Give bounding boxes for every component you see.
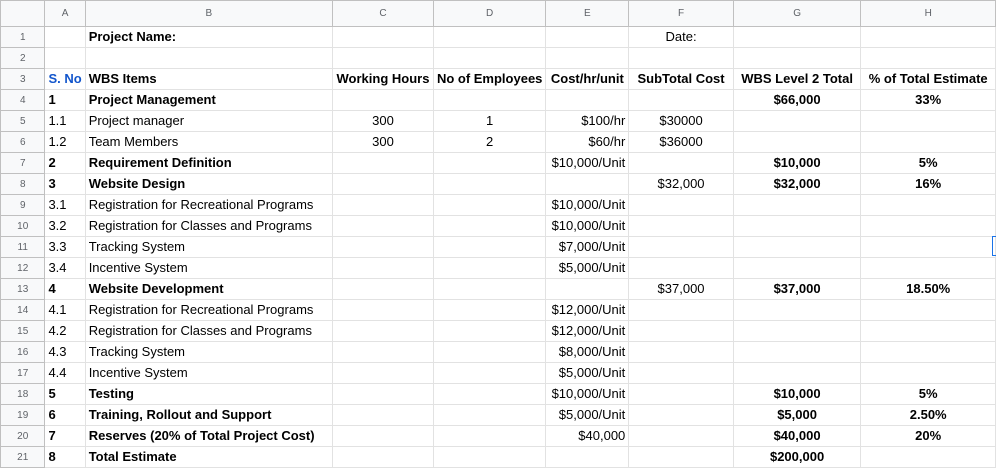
cell-a15[interactable]: 4.2 xyxy=(45,321,85,342)
cell-h17[interactable] xyxy=(861,363,996,384)
cell-a17[interactable]: 4.4 xyxy=(45,363,85,384)
cell-f21[interactable] xyxy=(629,447,734,468)
cell-b11[interactable]: Tracking System xyxy=(85,237,332,258)
cell-a13[interactable]: 4 xyxy=(45,279,85,300)
cell-h19[interactable]: 2.50% xyxy=(861,405,996,426)
cell-d7[interactable] xyxy=(433,153,545,174)
cell-f19[interactable] xyxy=(629,405,734,426)
sheet-row xyxy=(1,48,996,69)
cell-h21[interactable] xyxy=(861,447,996,468)
cell-a16[interactable]: 4.3 xyxy=(45,342,85,363)
cell-a3[interactable]: S. No xyxy=(45,69,85,90)
select-all-corner[interactable] xyxy=(1,1,45,27)
cell-a2[interactable] xyxy=(45,48,85,69)
row-header[interactable]: 4 xyxy=(1,90,45,111)
cell-g4[interactable]: $66,000 xyxy=(733,90,861,111)
cell-g11[interactable] xyxy=(733,237,861,258)
row-header[interactable]: 2 xyxy=(1,48,45,69)
sheet-row xyxy=(1,258,996,279)
cell-d13[interactable] xyxy=(433,279,545,300)
row-header[interactable]: 16 xyxy=(1,342,45,363)
cell-b8[interactable]: Website Design xyxy=(85,174,332,195)
sheet-row xyxy=(1,132,996,153)
cell-f10[interactable] xyxy=(629,216,734,237)
row-header[interactable]: 3 xyxy=(1,69,45,90)
cell-f20[interactable] xyxy=(629,426,734,447)
cell-h8[interactable]: 16% xyxy=(861,174,996,195)
cell-g15[interactable] xyxy=(733,321,861,342)
cell-b18[interactable]: Testing xyxy=(85,384,332,405)
row-header[interactable]: 15 xyxy=(1,321,45,342)
cell-h2[interactable] xyxy=(861,48,996,69)
cell-a8[interactable]: 3 xyxy=(45,174,85,195)
cell-b5[interactable]: Project manager xyxy=(85,111,332,132)
cell-d20[interactable] xyxy=(433,426,545,447)
cell-d17[interactable] xyxy=(433,363,545,384)
cell-a5[interactable]: 1.1 xyxy=(45,111,85,132)
sheet-row xyxy=(1,279,996,300)
sheet-row xyxy=(1,321,996,342)
sheet-row xyxy=(1,363,996,384)
cell-g16[interactable] xyxy=(733,342,861,363)
cell-e14[interactable]: $12,000/Unit xyxy=(546,300,629,321)
cell-c3[interactable]: Working Hours xyxy=(333,69,434,90)
cell-c20[interactable] xyxy=(333,426,434,447)
cell-b1[interactable]: Project Name: xyxy=(85,27,332,48)
cell-h13[interactable]: 18.50% xyxy=(861,279,996,300)
column-header-e[interactable]: E xyxy=(546,1,629,27)
sheet-row xyxy=(1,27,996,48)
cell-d14[interactable] xyxy=(433,300,545,321)
cell-a19[interactable]: 6 xyxy=(45,405,85,426)
cell-g13[interactable]: $37,000 xyxy=(733,279,861,300)
cell-f13[interactable]: $37,000 xyxy=(629,279,734,300)
sheet-row xyxy=(1,300,996,321)
cell-g21[interactable]: $200,000 xyxy=(733,447,861,468)
cell-d10[interactable] xyxy=(433,216,545,237)
cell-g2[interactable] xyxy=(733,48,861,69)
cell-b6[interactable]: Team Members xyxy=(85,132,332,153)
cell-h14[interactable] xyxy=(861,300,996,321)
cell-b4[interactable]: Project Management xyxy=(85,90,332,111)
cell-g14[interactable] xyxy=(733,300,861,321)
cell-d19[interactable] xyxy=(433,405,545,426)
row-header[interactable]: 7 xyxy=(1,153,45,174)
cell-b20[interactable]: Reserves (20% of Total Project Cost) xyxy=(85,426,332,447)
cell-c14[interactable] xyxy=(333,300,434,321)
sheet-row xyxy=(1,447,996,468)
row-header[interactable]: 18 xyxy=(1,384,45,405)
cell-d5[interactable]: 1 xyxy=(433,111,545,132)
row-header[interactable]: 6 xyxy=(1,132,45,153)
cell-h6[interactable] xyxy=(861,132,996,153)
cell-h15[interactable] xyxy=(861,321,996,342)
cell-c21[interactable] xyxy=(333,447,434,468)
cell-h1[interactable] xyxy=(861,27,996,48)
cell-a4[interactable]: 1 xyxy=(45,90,85,111)
cell-f4[interactable] xyxy=(629,90,734,111)
cell-c9[interactable] xyxy=(333,195,434,216)
cell-g5[interactable] xyxy=(733,111,861,132)
cell-h5[interactable] xyxy=(861,111,996,132)
cell-e15[interactable]: $12,000/Unit xyxy=(546,321,629,342)
cell-c18[interactable] xyxy=(333,384,434,405)
sheet-row xyxy=(1,426,996,447)
cell-f7[interactable] xyxy=(629,153,734,174)
row-header[interactable]: 14 xyxy=(1,300,45,321)
cell-a9[interactable]: 3.1 xyxy=(45,195,85,216)
cell-e8[interactable] xyxy=(546,174,629,195)
cell-c4[interactable] xyxy=(333,90,434,111)
cell-c17[interactable] xyxy=(333,363,434,384)
cell-c11[interactable] xyxy=(333,237,434,258)
cell-d1[interactable] xyxy=(433,27,545,48)
cell-e4[interactable] xyxy=(546,90,629,111)
cell-e3[interactable]: Cost/hr/unit xyxy=(546,69,629,90)
cell-b7[interactable]: Requirement Definition xyxy=(85,153,332,174)
cell-f11[interactable] xyxy=(629,237,734,258)
cell-g3[interactable]: WBS Level 2 Total xyxy=(733,69,861,90)
cell-h16[interactable] xyxy=(861,342,996,363)
cell-f1[interactable]: Date: xyxy=(629,27,734,48)
cell-g12[interactable] xyxy=(733,258,861,279)
cell-h20[interactable]: 20% xyxy=(861,426,996,447)
row-header[interactable]: 13 xyxy=(1,279,45,300)
cell-e10[interactable]: $10,000/Unit xyxy=(546,216,629,237)
cell-d11[interactable] xyxy=(433,237,545,258)
cell-f17[interactable] xyxy=(629,363,734,384)
cell-h10[interactable] xyxy=(861,216,996,237)
sheet-row xyxy=(1,237,996,258)
column-header-c[interactable]: C xyxy=(333,1,434,27)
selected-cell-indicator xyxy=(992,236,996,256)
cell-d16[interactable] xyxy=(433,342,545,363)
cell-d8[interactable] xyxy=(433,174,545,195)
cell-a21[interactable]: 8 xyxy=(45,447,85,468)
cell-d6[interactable]: 2 xyxy=(433,132,545,153)
cell-f16[interactable] xyxy=(629,342,734,363)
column-header-h[interactable]: H xyxy=(861,1,996,27)
cell-h7[interactable]: 5% xyxy=(861,153,996,174)
cell-f2[interactable] xyxy=(629,48,734,69)
cell-h18[interactable]: 5% xyxy=(861,384,996,405)
cell-g18[interactable]: $10,000 xyxy=(733,384,861,405)
cell-e9[interactable]: $10,000/Unit xyxy=(546,195,629,216)
row-header[interactable]: 10 xyxy=(1,216,45,237)
row-header[interactable]: 17 xyxy=(1,363,45,384)
cell-e13[interactable] xyxy=(546,279,629,300)
cell-d15[interactable] xyxy=(433,321,545,342)
cell-d21[interactable] xyxy=(433,447,545,468)
cell-e12[interactable]: $5,000/Unit xyxy=(546,258,629,279)
sheet-row xyxy=(1,342,996,363)
sheet-row xyxy=(1,216,996,237)
column-header-a[interactable]: A xyxy=(45,1,85,27)
cell-g7[interactable]: $10,000 xyxy=(733,153,861,174)
cell-f18[interactable] xyxy=(629,384,734,405)
row-header[interactable]: 1 xyxy=(1,27,45,48)
row-header[interactable]: 5 xyxy=(1,111,45,132)
sheet-row xyxy=(1,153,996,174)
cell-a20[interactable]: 7 xyxy=(45,426,85,447)
cell-f12[interactable] xyxy=(629,258,734,279)
cell-g6[interactable] xyxy=(733,132,861,153)
cell-c2[interactable] xyxy=(333,48,434,69)
cell-b16[interactable]: Tracking System xyxy=(85,342,332,363)
cell-d18[interactable] xyxy=(433,384,545,405)
cell-a12[interactable]: 3.4 xyxy=(45,258,85,279)
cell-a6[interactable]: 1.2 xyxy=(45,132,85,153)
row-header[interactable]: 8 xyxy=(1,174,45,195)
cell-g10[interactable] xyxy=(733,216,861,237)
cell-d4[interactable] xyxy=(433,90,545,111)
cell-c19[interactable] xyxy=(333,405,434,426)
column-header-b[interactable]: B xyxy=(85,1,332,27)
cell-d3[interactable]: No of Employees xyxy=(433,69,545,90)
cell-d2[interactable] xyxy=(433,48,545,69)
cell-h4[interactable]: 33% xyxy=(861,90,996,111)
cell-c7[interactable] xyxy=(333,153,434,174)
cell-e20[interactable]: $40,000 xyxy=(546,426,629,447)
column-header-row xyxy=(1,1,996,27)
cell-c13[interactable] xyxy=(333,279,434,300)
cell-g8[interactable]: $32,000 xyxy=(733,174,861,195)
cell-g9[interactable] xyxy=(733,195,861,216)
cell-e11[interactable]: $7,000/Unit xyxy=(546,237,629,258)
sheet-row xyxy=(1,195,996,216)
cell-f14[interactable] xyxy=(629,300,734,321)
cell-c1[interactable] xyxy=(333,27,434,48)
cell-c12[interactable] xyxy=(333,258,434,279)
column-header-d[interactable]: D xyxy=(433,1,545,27)
row-header[interactable]: 20 xyxy=(1,426,45,447)
cell-a7[interactable]: 2 xyxy=(45,153,85,174)
cell-c16[interactable] xyxy=(333,342,434,363)
cell-a18[interactable]: 5 xyxy=(45,384,85,405)
cell-b9[interactable]: Registration for Recreational Programs xyxy=(85,195,332,216)
sheet-row xyxy=(1,405,996,426)
cell-g17[interactable] xyxy=(733,363,861,384)
cell-b15[interactable]: Registration for Classes and Programs xyxy=(85,321,332,342)
cell-c6[interactable]: 300 xyxy=(333,132,434,153)
cell-b17[interactable]: Incentive System xyxy=(85,363,332,384)
column-header-g[interactable]: G xyxy=(733,1,861,27)
cell-f8[interactable]: $32,000 xyxy=(629,174,734,195)
cell-h3[interactable]: % of Total Estimate xyxy=(861,69,996,90)
cell-c10[interactable] xyxy=(333,216,434,237)
sheet-row xyxy=(1,90,996,111)
cell-e19[interactable]: $5,000/Unit xyxy=(546,405,629,426)
column-header-f[interactable]: F xyxy=(629,1,734,27)
cell-b14[interactable]: Registration for Recreational Programs xyxy=(85,300,332,321)
cell-b21[interactable]: Total Estimate xyxy=(85,447,332,468)
cell-f9[interactable] xyxy=(629,195,734,216)
cell-d9[interactable] xyxy=(433,195,545,216)
sheet-row xyxy=(1,111,996,132)
cell-g1[interactable] xyxy=(733,27,861,48)
cell-c15[interactable] xyxy=(333,321,434,342)
cell-e1[interactable] xyxy=(546,27,629,48)
cell-e18[interactable]: $10,000/Unit xyxy=(546,384,629,405)
row-header[interactable]: 19 xyxy=(1,405,45,426)
cell-f15[interactable] xyxy=(629,321,734,342)
cell-c5[interactable]: 300 xyxy=(333,111,434,132)
cell-e16[interactable]: $8,000/Unit xyxy=(546,342,629,363)
cell-d12[interactable] xyxy=(433,258,545,279)
cell-f5[interactable]: $30000 xyxy=(629,111,734,132)
sheet-row xyxy=(1,384,996,405)
cell-e7[interactable]: $10,000/Unit xyxy=(546,153,629,174)
cell-c8[interactable] xyxy=(333,174,434,195)
cell-b10[interactable]: Registration for Classes and Programs xyxy=(85,216,332,237)
row-header[interactable]: 11 xyxy=(1,237,45,258)
cell-e5[interactable]: $100/hr xyxy=(546,111,629,132)
cell-a10[interactable]: 3.2 xyxy=(45,216,85,237)
cell-a11[interactable]: 3.3 xyxy=(45,237,85,258)
cell-e6[interactable]: $60/hr xyxy=(546,132,629,153)
cell-g20[interactable]: $40,000 xyxy=(733,426,861,447)
cell-a14[interactable]: 4.1 xyxy=(45,300,85,321)
cell-g19[interactable]: $5,000 xyxy=(733,405,861,426)
cell-f3[interactable]: SubTotal Cost xyxy=(629,69,734,90)
cell-h11[interactable] xyxy=(861,237,996,258)
cell-b12[interactable]: Incentive System xyxy=(85,258,332,279)
cell-h9[interactable] xyxy=(861,195,996,216)
cell-b19[interactable]: Training, Rollout and Support xyxy=(85,405,332,426)
row-header[interactable]: 12 xyxy=(1,258,45,279)
cell-a1[interactable] xyxy=(45,27,85,48)
cell-f6[interactable]: $36000 xyxy=(629,132,734,153)
sheet-row xyxy=(1,69,996,90)
row-header[interactable]: 9 xyxy=(1,195,45,216)
cell-e17[interactable]: $5,000/Unit xyxy=(546,363,629,384)
row-header[interactable]: 21 xyxy=(1,447,45,468)
cell-b13[interactable]: Website Development xyxy=(85,279,332,300)
cell-b3[interactable]: WBS Items xyxy=(85,69,332,90)
cell-b2[interactable] xyxy=(85,48,332,69)
sheet-row xyxy=(1,174,996,195)
cell-e2[interactable] xyxy=(546,48,629,69)
cell-e21[interactable] xyxy=(546,447,629,468)
cell-h12[interactable] xyxy=(861,258,996,279)
